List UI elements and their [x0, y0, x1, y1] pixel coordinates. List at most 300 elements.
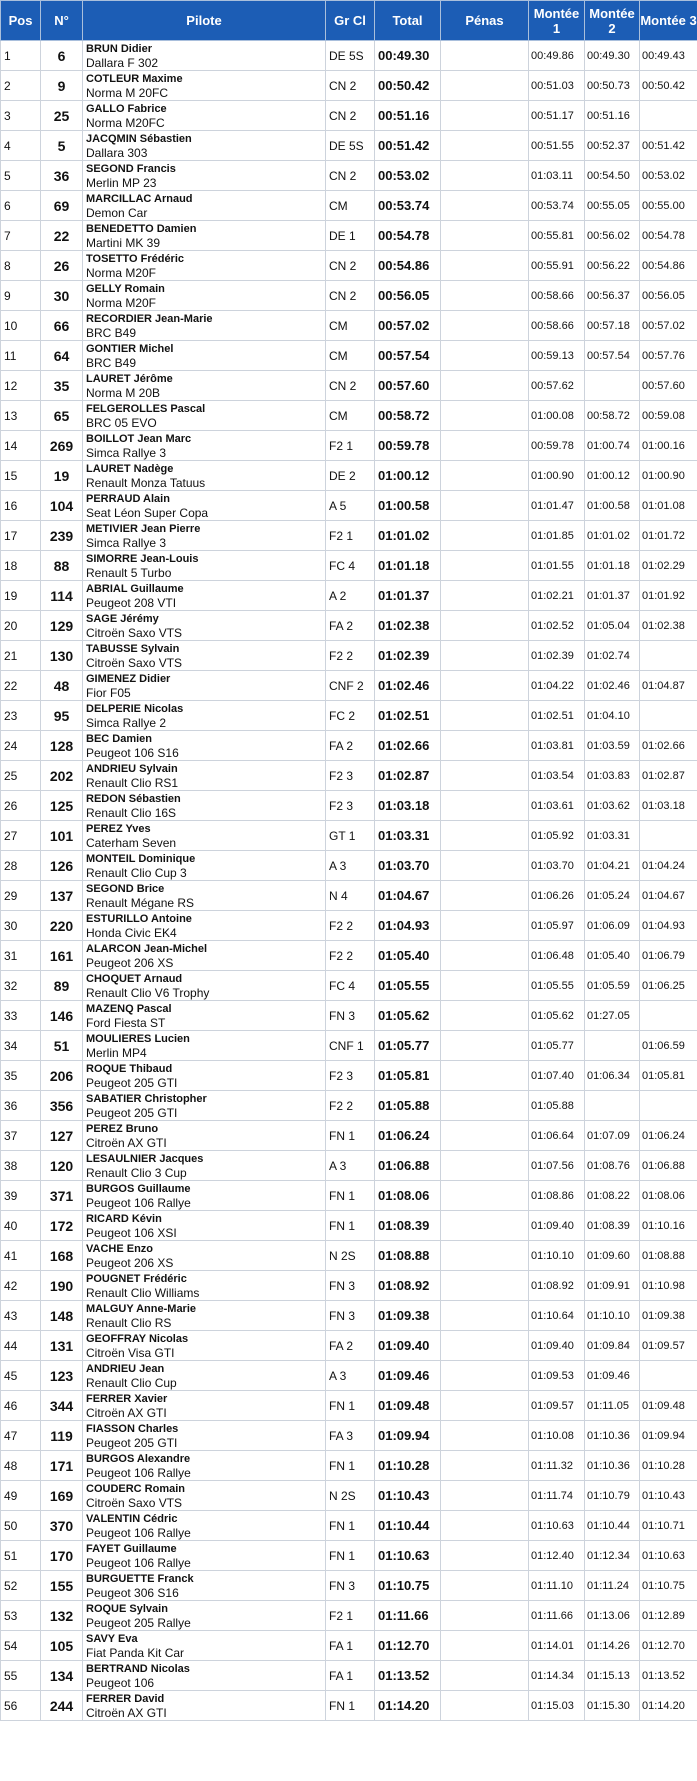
table-row[interactable]	[1, 191, 697, 221]
col-total-header[interactable]: Total	[375, 1, 441, 41]
table-row[interactable]	[1, 731, 697, 761]
position-cell: 53	[1, 1601, 41, 1631]
car-model: Norma M 20FC	[86, 85, 169, 100]
montee-1-cell: 01:05.77	[529, 1031, 585, 1061]
table-row[interactable]	[1, 611, 697, 641]
col-montee3-header[interactable]: Montée 3	[640, 1, 697, 41]
car-model: Ford Fiesta ST	[86, 1015, 166, 1030]
table-row[interactable]	[1, 1151, 697, 1181]
montee-2-cell: 01:12.34	[585, 1541, 640, 1571]
car-number-cell: 130	[41, 641, 83, 671]
car-model: Citroën Visa GTI	[86, 1345, 175, 1360]
pilote-cell	[83, 1211, 326, 1241]
total-time-cell: 01:08.39	[375, 1211, 441, 1241]
driver-name: BEC Damien	[86, 732, 153, 745]
driver-name: JACQMIN Sébastien	[86, 132, 192, 145]
pilote-cell	[83, 731, 326, 761]
car-number-cell: 202	[41, 761, 83, 791]
montee-3-cell: 00:57.02	[640, 311, 697, 341]
montee-3-cell: 01:10.43	[640, 1481, 697, 1511]
montee-3-cell: 01:14.20	[640, 1691, 697, 1721]
total-time-cell: 01:14.20	[375, 1691, 441, 1721]
position-cell: 27	[1, 821, 41, 851]
pilote-cell	[83, 1151, 326, 1181]
car-model: Simca Rallye 2	[86, 715, 167, 730]
pilote-cell	[83, 1511, 326, 1541]
car-number-cell: 127	[41, 1121, 83, 1151]
group-class-cell: A 2	[326, 581, 375, 611]
total-time-cell: 01:08.88	[375, 1241, 441, 1271]
pilote-cell	[83, 1481, 326, 1511]
penalty-cell	[441, 731, 529, 761]
penalty-cell	[441, 1541, 529, 1571]
total-time-cell: 01:09.40	[375, 1331, 441, 1361]
col-pos-header[interactable]: Pos	[1, 1, 41, 41]
car-number-cell: 220	[41, 911, 83, 941]
total-time-cell: 01:05.55	[375, 971, 441, 1001]
driver-name: BRUN Didier	[86, 42, 153, 55]
car-model: Simca Rallye 3	[86, 535, 167, 550]
montee-2-cell: 01:11.24	[585, 1571, 640, 1601]
group-class-cell: A 3	[326, 851, 375, 881]
total-time-cell: 01:03.18	[375, 791, 441, 821]
montee-1-cell: 01:11.66	[529, 1601, 585, 1631]
montee-2-cell: 00:55.05	[585, 191, 640, 221]
car-number-cell: 51	[41, 1031, 83, 1061]
car-model: Caterham Seven	[86, 835, 177, 850]
position-cell: 54	[1, 1631, 41, 1661]
table-row[interactable]	[1, 461, 697, 491]
montee-3-cell: 00:53.02	[640, 161, 697, 191]
car-model: Citroën AX GTI	[86, 1135, 167, 1150]
table-row[interactable]	[1, 641, 697, 671]
montee-1-cell: 01:02.52	[529, 611, 585, 641]
car-number-cell: 171	[41, 1451, 83, 1481]
driver-name: MOULIERES Lucien	[86, 1032, 190, 1045]
car-model: Peugeot 205 GTI	[86, 1435, 178, 1450]
car-number-cell: 22	[41, 221, 83, 251]
table-row[interactable]	[1, 371, 697, 401]
col-num-header[interactable]: N°	[41, 1, 83, 41]
penalty-cell	[441, 401, 529, 431]
car-model: Citroën Saxo VTS	[86, 625, 183, 640]
position-cell: 12	[1, 371, 41, 401]
montee-3-cell: 01:09.48	[640, 1391, 697, 1421]
table-row[interactable]	[1, 41, 697, 71]
driver-name: TABUSSE Sylvain	[86, 642, 180, 655]
pilote-cell	[83, 551, 326, 581]
position-cell: 43	[1, 1301, 41, 1331]
car-model: Renault Clio Cup 3	[86, 865, 187, 880]
driver-name: ROQUE Thibaud	[86, 1062, 173, 1075]
total-time-cell: 01:05.81	[375, 1061, 441, 1091]
montee-3-cell: 01:08.88	[640, 1241, 697, 1271]
total-time-cell: 01:00.58	[375, 491, 441, 521]
total-time-cell: 00:51.16	[375, 101, 441, 131]
penalty-cell	[441, 521, 529, 551]
montee-2-cell: 01:02.74	[585, 641, 640, 671]
pilote-cell	[83, 851, 326, 881]
car-number-cell: 132	[41, 1601, 83, 1631]
car-number-cell: 69	[41, 191, 83, 221]
position-cell: 31	[1, 941, 41, 971]
group-class-cell: FN 3	[326, 1571, 375, 1601]
table-row[interactable]	[1, 1601, 697, 1631]
table-row[interactable]	[1, 581, 697, 611]
montee-1-cell: 00:51.03	[529, 71, 585, 101]
montee-3-cell: 01:10.98	[640, 1271, 697, 1301]
car-model: Renault Clio RS1	[86, 775, 179, 790]
position-cell: 47	[1, 1421, 41, 1451]
position-cell: 11	[1, 341, 41, 371]
montee-3-cell: 00:50.42	[640, 71, 697, 101]
car-model: Peugeot 106 Rallye	[86, 1465, 191, 1480]
car-model: Renault Clio 3 Cup	[86, 1165, 187, 1180]
total-time-cell: 01:10.75	[375, 1571, 441, 1601]
car-model: Renault Clio V6 Trophy	[86, 985, 210, 1000]
montee-1-cell: 00:51.17	[529, 101, 585, 131]
car-model: BRC 05 EVO	[86, 415, 157, 430]
table-row[interactable]	[1, 881, 697, 911]
table-row[interactable]	[1, 701, 697, 731]
pilote-cell	[83, 881, 326, 911]
car-model: Demon Car	[86, 205, 148, 220]
car-model: Renault Clio RS	[86, 1315, 172, 1330]
montee-1-cell: 01:14.34	[529, 1661, 585, 1691]
penalty-cell	[441, 971, 529, 1001]
pilote-cell	[83, 1061, 326, 1091]
table-row[interactable]	[1, 1061, 697, 1091]
table-row[interactable]	[1, 761, 697, 791]
group-class-cell: FA 1	[326, 1631, 375, 1661]
total-time-cell: 01:02.66	[375, 731, 441, 761]
driver-name: BERTRAND Nicolas	[86, 1662, 190, 1675]
pilote-cell	[83, 41, 326, 71]
driver-name: VALENTIN Cédric	[86, 1512, 178, 1525]
car-model: Peugeot 106 Rallye	[86, 1525, 191, 1540]
car-number-cell: 123	[41, 1361, 83, 1391]
montee-3-cell: 00:54.86	[640, 251, 697, 281]
total-time-cell: 01:04.93	[375, 911, 441, 941]
group-class-cell: F2 2	[326, 1091, 375, 1121]
montee-1-cell: 01:02.21	[529, 581, 585, 611]
total-time-cell: 01:05.77	[375, 1031, 441, 1061]
montee-1-cell: 01:02.39	[529, 641, 585, 671]
table-row[interactable]	[1, 1331, 697, 1361]
table-row[interactable]	[1, 1121, 697, 1151]
montee-2-cell: 01:10.79	[585, 1481, 640, 1511]
table-row[interactable]	[1, 1451, 697, 1481]
total-time-cell: 01:10.43	[375, 1481, 441, 1511]
group-class-cell: FN 1	[326, 1121, 375, 1151]
table-row[interactable]	[1, 1541, 697, 1571]
pilote-cell	[83, 1361, 326, 1391]
table-row[interactable]	[1, 491, 697, 521]
car-number-cell: 239	[41, 521, 83, 551]
montee-2-cell: 01:05.40	[585, 941, 640, 971]
total-time-cell: 01:10.44	[375, 1511, 441, 1541]
table-row[interactable]	[1, 971, 697, 1001]
car-number-cell: 64	[41, 341, 83, 371]
table-row[interactable]	[1, 221, 697, 251]
montee-3-cell	[640, 101, 697, 131]
position-cell: 1	[1, 41, 41, 71]
pilote-cell	[83, 1421, 326, 1451]
montee-3-cell: 00:56.05	[640, 281, 697, 311]
montee-2-cell: 00:57.54	[585, 341, 640, 371]
car-number-cell: 137	[41, 881, 83, 911]
montee-2-cell: 01:09.46	[585, 1361, 640, 1391]
montee-3-cell: 01:03.18	[640, 791, 697, 821]
col-montee2-header[interactable]: Montée 2	[585, 1, 640, 41]
group-class-cell: A 3	[326, 1151, 375, 1181]
total-time-cell: 01:08.92	[375, 1271, 441, 1301]
table-row[interactable]	[1, 1271, 697, 1301]
group-class-cell: DE 5S	[326, 41, 375, 71]
montee-1-cell: 01:11.74	[529, 1481, 585, 1511]
total-time-cell: 01:09.46	[375, 1361, 441, 1391]
montee-3-cell: 00:54.78	[640, 221, 697, 251]
driver-name: VACHE Enzo	[86, 1242, 154, 1255]
total-time-cell: 01:06.88	[375, 1151, 441, 1181]
montee-2-cell: 01:08.76	[585, 1151, 640, 1181]
pilote-cell	[83, 71, 326, 101]
driver-name: BENEDETTO Damien	[86, 222, 197, 235]
montee-2-cell: 01:08.22	[585, 1181, 640, 1211]
car-model: Citroën AX GTI	[86, 1705, 167, 1720]
group-class-cell: F2 1	[326, 521, 375, 551]
montee-2-cell: 01:04.21	[585, 851, 640, 881]
driver-name: SAVY Eva	[86, 1632, 138, 1645]
montee-3-cell: 01:10.63	[640, 1541, 697, 1571]
penalty-cell	[441, 1301, 529, 1331]
montee-2-cell	[585, 371, 640, 401]
car-model: Dallara 303	[86, 145, 148, 160]
table-row[interactable]	[1, 521, 697, 551]
montee-2-cell: 01:09.91	[585, 1271, 640, 1301]
pilote-cell	[83, 1001, 326, 1031]
total-time-cell: 01:03.70	[375, 851, 441, 881]
penalty-cell	[441, 1241, 529, 1271]
penalty-cell	[441, 71, 529, 101]
montee-3-cell: 01:02.66	[640, 731, 697, 761]
position-cell: 20	[1, 611, 41, 641]
driver-name: DELPERIE Nicolas	[86, 702, 184, 715]
car-number-cell: 19	[41, 461, 83, 491]
table-row[interactable]	[1, 281, 697, 311]
pilote-cell	[83, 1271, 326, 1301]
table-row[interactable]	[1, 791, 697, 821]
table-row[interactable]	[1, 941, 697, 971]
total-time-cell: 01:09.94	[375, 1421, 441, 1451]
position-cell: 41	[1, 1241, 41, 1271]
position-cell: 7	[1, 221, 41, 251]
pilote-cell	[83, 761, 326, 791]
table-row[interactable]	[1, 1241, 697, 1271]
car-model: Peugeot 205 GTI	[86, 1105, 178, 1120]
group-class-cell: F2 2	[326, 911, 375, 941]
table-row[interactable]	[1, 1301, 697, 1331]
montee-3-cell: 01:09.38	[640, 1301, 697, 1331]
montee-1-cell: 01:05.92	[529, 821, 585, 851]
montee-3-cell: 01:10.16	[640, 1211, 697, 1241]
car-number-cell: 170	[41, 1541, 83, 1571]
position-cell: 40	[1, 1211, 41, 1241]
montee-2-cell: 01:14.26	[585, 1631, 640, 1661]
montee-3-cell: 01:02.29	[640, 551, 697, 581]
car-model: Martini MK 39	[86, 235, 161, 250]
table-row[interactable]	[1, 1181, 697, 1211]
pilote-cell	[83, 1331, 326, 1361]
penalty-cell	[441, 911, 529, 941]
table-row[interactable]	[1, 1691, 697, 1721]
penalty-cell	[441, 1061, 529, 1091]
montee-3-cell	[640, 1091, 697, 1121]
pilote-cell	[83, 131, 326, 161]
position-cell: 2	[1, 71, 41, 101]
montee-2-cell: 01:27.05	[585, 1001, 640, 1031]
montee-3-cell: 01:12.89	[640, 1601, 697, 1631]
car-model: Peugeot 106	[86, 1675, 155, 1690]
montee-3-cell: 01:08.06	[640, 1181, 697, 1211]
table-row[interactable]	[1, 71, 697, 101]
total-time-cell: 00:50.42	[375, 71, 441, 101]
car-number-cell: 101	[41, 821, 83, 851]
penalty-cell	[441, 161, 529, 191]
montee-2-cell: 01:10.10	[585, 1301, 640, 1331]
position-cell: 51	[1, 1541, 41, 1571]
table-row[interactable]	[1, 551, 697, 581]
table-row[interactable]	[1, 1091, 697, 1121]
table-row[interactable]	[1, 401, 697, 431]
position-cell: 4	[1, 131, 41, 161]
montee-1-cell: 01:05.88	[529, 1091, 585, 1121]
total-time-cell: 00:57.60	[375, 371, 441, 401]
table-row[interactable]	[1, 101, 697, 131]
col-penas-header[interactable]: Pénas	[441, 1, 529, 41]
table-row[interactable]	[1, 161, 697, 191]
driver-name: GONTIER Michel	[86, 342, 174, 355]
driver-name: ABRIAL Guillaume	[86, 582, 184, 595]
pilote-cell	[83, 941, 326, 971]
driver-name: LAURET Nadège	[86, 462, 174, 475]
group-class-cell: FN 1	[326, 1541, 375, 1571]
montee-3-cell: 01:06.79	[640, 941, 697, 971]
driver-name: TOSETTO Frédéric	[86, 252, 185, 265]
montee-1-cell: 01:11.32	[529, 1451, 585, 1481]
car-number-cell: 5	[41, 131, 83, 161]
car-number-cell: 148	[41, 1301, 83, 1331]
table-row[interactable]	[1, 1391, 697, 1421]
car-model: Citroën Saxo VTS	[86, 655, 183, 670]
total-time-cell: 00:58.72	[375, 401, 441, 431]
table-row[interactable]	[1, 251, 697, 281]
table-row[interactable]	[1, 1031, 697, 1061]
pilote-cell	[83, 1031, 326, 1061]
montee-2-cell: 01:09.60	[585, 1241, 640, 1271]
group-class-cell: F2 1	[326, 1601, 375, 1631]
montee-3-cell: 01:04.93	[640, 911, 697, 941]
table-row[interactable]	[1, 671, 697, 701]
car-number-cell: 168	[41, 1241, 83, 1271]
penalty-cell	[441, 191, 529, 221]
driver-name: MARCILLAC Arnaud	[86, 192, 193, 205]
montee-3-cell: 01:01.92	[640, 581, 697, 611]
penalty-cell	[441, 611, 529, 641]
group-class-cell: CN 2	[326, 101, 375, 131]
col-grcl-header[interactable]: Gr Cl	[326, 1, 375, 41]
table-row[interactable]	[1, 431, 697, 461]
table-row[interactable]	[1, 1361, 697, 1391]
montee-1-cell: 01:04.22	[529, 671, 585, 701]
table-row[interactable]	[1, 1481, 697, 1511]
table-row[interactable]	[1, 1511, 697, 1541]
pilote-cell	[83, 1181, 326, 1211]
table-row[interactable]	[1, 1211, 697, 1241]
car-model: Renault 5 Turbo	[86, 565, 172, 580]
montee-1-cell: 01:08.92	[529, 1271, 585, 1301]
montee-1-cell: 01:05.55	[529, 971, 585, 1001]
table-row[interactable]	[1, 1571, 697, 1601]
position-cell: 17	[1, 521, 41, 551]
penalty-cell	[441, 791, 529, 821]
car-model: Honda Civic EK4	[86, 925, 177, 940]
pilote-cell	[83, 701, 326, 731]
table-row[interactable]	[1, 821, 697, 851]
montee-3-cell: 01:05.81	[640, 1061, 697, 1091]
montee-3-cell	[640, 701, 697, 731]
car-number-cell: 356	[41, 1091, 83, 1121]
driver-name: LAURET Jérôme	[86, 372, 173, 385]
driver-name: METIVIER Jean Pierre	[86, 522, 201, 535]
car-number-cell: 125	[41, 791, 83, 821]
total-time-cell: 01:02.51	[375, 701, 441, 731]
table-row[interactable]	[1, 851, 697, 881]
table-row[interactable]	[1, 1001, 697, 1031]
col-pilote-header[interactable]: Pilote	[83, 1, 326, 41]
car-model: Peugeot 206 XS	[86, 1255, 174, 1270]
total-time-cell: 00:51.42	[375, 131, 441, 161]
car-number-cell: 269	[41, 431, 83, 461]
col-montee1-header[interactable]: Montée 1	[529, 1, 585, 41]
table-row[interactable]	[1, 1631, 697, 1661]
montee-2-cell: 01:00.74	[585, 431, 640, 461]
driver-name: COUDERC Romain	[86, 1482, 186, 1495]
penalty-cell	[441, 1091, 529, 1121]
driver-name: SEGOND Francis	[86, 162, 176, 175]
driver-name: MONTEIL Dominique	[86, 852, 196, 865]
car-model: Peugeot 106 Rallye	[86, 1555, 191, 1570]
table-row[interactable]	[1, 311, 697, 341]
car-number-cell: 104	[41, 491, 83, 521]
montee-2-cell: 01:03.83	[585, 761, 640, 791]
table-row[interactable]	[1, 341, 697, 371]
car-model: Merlin MP 23	[86, 175, 157, 190]
group-class-cell: FN 1	[326, 1511, 375, 1541]
montee-2-cell: 01:03.62	[585, 791, 640, 821]
car-model: Peugeot 106 S16	[86, 745, 179, 760]
table-row[interactable]	[1, 1661, 697, 1691]
table-row[interactable]	[1, 1421, 697, 1451]
table-row[interactable]	[1, 131, 697, 161]
table-row[interactable]	[1, 911, 697, 941]
montee-2-cell: 00:54.50	[585, 161, 640, 191]
montee-1-cell: 00:57.62	[529, 371, 585, 401]
group-class-cell: FC 2	[326, 701, 375, 731]
penalty-cell	[441, 461, 529, 491]
position-cell: 6	[1, 191, 41, 221]
driver-name: SAGE Jérémy	[86, 612, 159, 625]
